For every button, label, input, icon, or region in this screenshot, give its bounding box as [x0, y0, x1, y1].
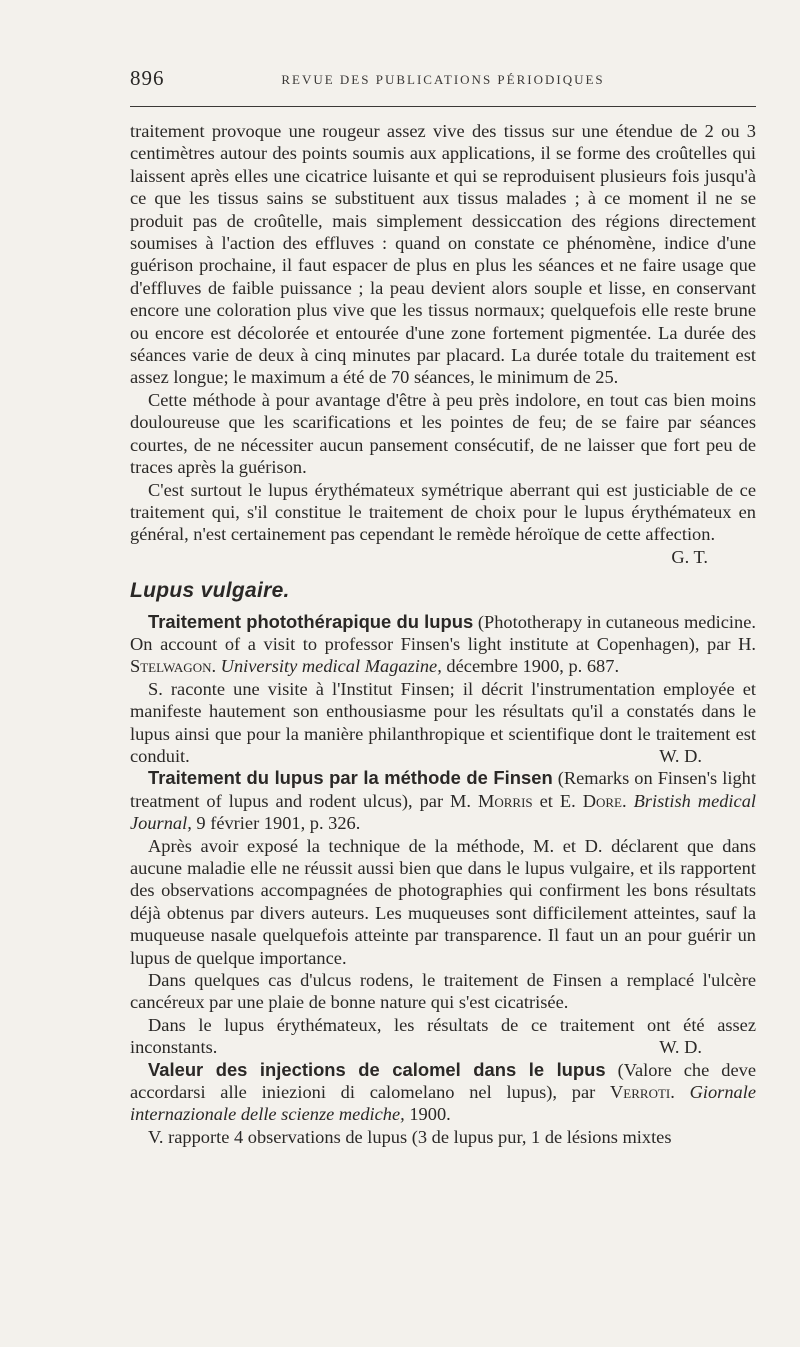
- article-1-title: Traitement photothérapique du lupus: [148, 610, 474, 632]
- article-2-journal: Bristish medical Journal,: [130, 790, 757, 834]
- article-2-text-1: Après avoir exposé la technique de la méthode, M. et D. déclarent que dans aucune maladie elle ne réussit aussi bien que dans le lupus vulgaire, et ils rapportent des observations accompagnées de photographies qui confirment les bons résultats déjà obtenus par divers auteurs. Les muqueuses sont difficilement atteintes, sauf la muqueuse nasale quelquefois atteinte par transparence. Il faut un an pour guérir un lupus de quelque importance.: [130, 835, 756, 968]
- running-title: REVUE DES PUBLICATIONS PÉRIODIQUES: [281, 72, 605, 87]
- article-3-ref-a: (Valore che deve accordarsi alle iniezioni di calomelano nel lupus), par: [130, 1059, 756, 1103]
- article-2-ref-b: 9 février 1901, p. 326.: [191, 813, 361, 834]
- article-3-ref-b: 1900.: [404, 1104, 451, 1125]
- paragraph-2: Cette méthode à pour avantage d'être à peu près indolore, en tout cas bien moins douloureuse que les scarifications et les pointes de feu; de se faire par séances courtes, de ne nécessiter aucun pansement consécutif, de ne laisser que fort peu de traces après la guérison.: [130, 389, 756, 478]
- article-2-text-3: Dans le lupus érythémateux, les résultats de ce traitement ont été assez inconstants.: [130, 1014, 756, 1058]
- section-heading: Lupus vulgaire.: [130, 579, 290, 603]
- article-3-text: V. rapporte 4 observations de lupus (3 de lupus pur, 1 de lésions mixtes: [148, 1126, 672, 1147]
- article-2-ref-and: et E.: [532, 790, 583, 811]
- article-2-heading: [130, 767, 756, 834]
- article-3-journal: Giornale internazionale delle scienze mediche,: [130, 1082, 756, 1125]
- article-2-text-2: Dans quelques cas d'ulcus rodens, le traitement de Finsen a remplacé l'ulcère cancéreux par une plaie de bonne nature qui s'est cicatrisée.: [130, 970, 756, 1013]
- article-2-author-1: Morris: [477, 790, 533, 811]
- article-1-signature: W. D.: [659, 745, 702, 766]
- page-header: [130, 66, 756, 96]
- article-1-journal: University medical Magazine,: [216, 656, 442, 677]
- article-1-heading: [130, 611, 756, 678]
- article-1-ref-b: décembre 1900, p. 687.: [441, 656, 620, 677]
- article-1-text: S. raconte une visite à l'Institut Finsen; il décrit l'instrumentation employée et manifeste hautement son enthousiasme pour les résultats qu'il a constatés dans le lupus ainsi que pour la manière philanthropique et scientifique dont le traitement est conduit.: [130, 678, 756, 766]
- article-2-author-2: Dore.: [582, 790, 627, 811]
- article-3-title: Valeur des injections de calomel dans le lupus: [148, 1058, 606, 1080]
- article-2-body-3: [130, 1014, 756, 1059]
- article-2-ref-a: (Remarks on Finsen's light treatment of lupus and rodent ulcus), par M.: [130, 768, 756, 811]
- article-1-ref-a: (Phototherapy in cutaneous medicine. On account of a visit to professor Finsen's light institute at Copenhagen), par H.: [130, 611, 756, 654]
- article-3-author: Verroti.: [610, 1082, 675, 1103]
- article-3-heading: [130, 1059, 756, 1126]
- page-number: 896: [130, 66, 165, 90]
- article-2-signature: W. D.: [659, 1037, 702, 1058]
- signature-gt: G. T.: [671, 546, 708, 567]
- header-rule: [130, 106, 756, 107]
- paragraph-3: [130, 479, 756, 569]
- article-2-title: Traitement du lupus par la méthode de Finsen: [148, 767, 553, 789]
- article-1-body: [130, 678, 756, 768]
- paragraph-1: traitement provoque une rougeur assez vive des tissus sur une étendue de 2 ou 3 centimètres autour des points soumis aux applications, il se forme des croûtelles qui laissent après elles une cicatrice luisante et qui se reproduisent plusieurs fois jusqu'à ce que les tissus sains se substituent aux tissus malades ; à ce moment il ne se produit pas de croûtelle, mais simplement dessiccation des régions directement soumises à l'action des effluves : quand on constate ce phénomène, indice d'une guérison prochaine, il faut espacer de plus en plus les séances et ne faire usage que d'effluves de faible puissance ; la peau devient alors souple et lisse, en conservant encore une coloration plus vive que les tissus normaux; quelquefois elle reste brune ou encore est décolorée et entourée d'une zone fortement pigmentée. La durée des séances varie de deux à cinq minutes par placard. La durée totale du traitement est assez longue; le maximum a été de 70 séances, le minimum de 25.: [130, 121, 756, 388]
- article-1-author: Stelwagon.: [130, 656, 217, 677]
- page-body: [130, 120, 756, 1148]
- paragraph-3-text: C'est surtout le lupus érythémateux symétrique aberrant qui est justiciable de ce traitement qui, s'il constitue le traitement de choix pour le lupus érythémateux en général, n'est certainement pas cependant le remède héroïque de cette affection.: [130, 479, 756, 545]
